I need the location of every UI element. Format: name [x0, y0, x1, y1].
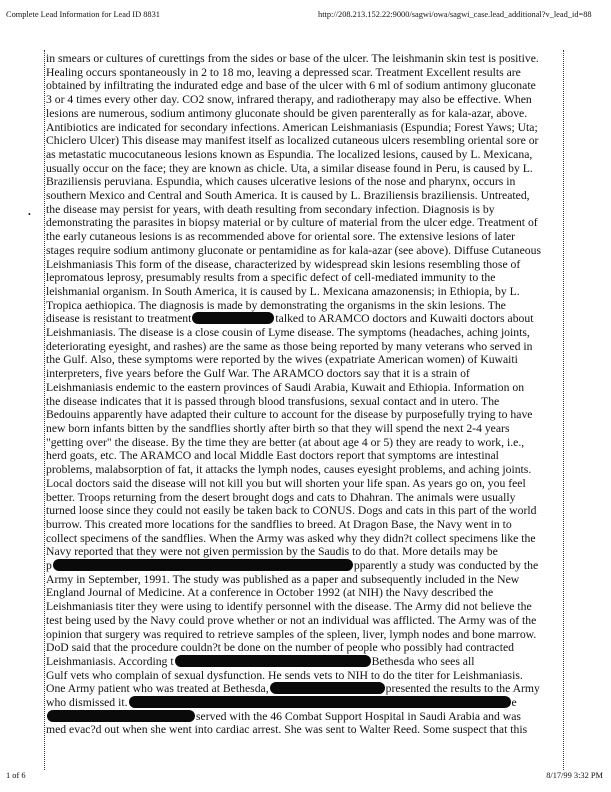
text-line-content: DoD said that the procedure couldn?t be done on the number of people who possibly had contracted [46, 641, 515, 655]
text-line [46, 422, 558, 436]
text-line [46, 134, 558, 148]
text-line-content: turned loose since they could not easily be taken back to CONUS. Dogs and cats in this part of the world [46, 504, 537, 518]
text-line [46, 258, 558, 272]
text-line [46, 641, 558, 655]
redaction-bar [175, 655, 371, 667]
text-line-content: opinion that surgery was required to retrieve samples of the spleen, liver, lymph nodes and bone marrow. [46, 627, 537, 641]
text-line [46, 628, 558, 642]
text-line [46, 203, 558, 217]
text-line [46, 285, 558, 299]
text-line-content: Leishmaniasis. According t [46, 654, 174, 668]
text-line-content: med evac?d out when she went into cardiac arrest. She was sent to Walter Reed. Some suspect that this [46, 723, 528, 737]
text-line [46, 189, 558, 203]
text-line [46, 93, 558, 107]
text-line [46, 504, 558, 518]
text-line-content: interpreters, five years before the Gulf War. The ARAMCO doctors say that it is a strain of [46, 367, 470, 381]
text-line [46, 230, 558, 244]
text-line-content: the early cutaneous lesions is as recommended above for oriental sore. The extensive lesions of later [46, 230, 516, 244]
text-line [46, 491, 558, 505]
text-line-content: 3 or 4 times every other day. CO2 snow, infrared therapy, and radiotherapy may also be effective. When [46, 93, 532, 107]
text-line-content: southern Mexico and Central and South America. It is caused by L. Braziliensis braziliensis. Untreated, [46, 189, 530, 203]
redaction-bar [192, 312, 274, 324]
text-line-content: usually occur on the face; they are known as chicle. Uta, a similar disease found in Peru, is caused by L. [46, 161, 533, 175]
page-number: 1 of 6 [6, 771, 26, 780]
text-line-content: obtained by infiltrating the indurated edge and base of the ulcer with 6 ml of sodium antimony gluconate [46, 79, 536, 93]
redaction-bar [129, 696, 511, 708]
text-line [46, 326, 558, 340]
print-header-url: http://208.213.152.22:9000/sagwi/owa/sagwi_case.lead_additional?v_lead_id=88 [318, 10, 592, 19]
text-line-content: the disease indicates that it is passed through blood transfusions, sexual contact and in utero. The [46, 394, 500, 408]
text-line [46, 449, 558, 463]
text-line [46, 52, 558, 66]
text-line [46, 408, 558, 422]
text-line-content: herd goats, etc. The ARAMCO and local Middle East doctors report that symptoms are intestinal [46, 449, 499, 463]
text-line [46, 271, 558, 285]
text-line [46, 723, 558, 737]
text-line [46, 299, 558, 313]
text-line [46, 532, 558, 546]
text-line [46, 710, 558, 724]
left-margin-rule [44, 50, 45, 770]
text-line [46, 477, 558, 491]
document-body [28, 50, 564, 770]
text-line [46, 107, 558, 121]
text-line [46, 586, 558, 600]
text-line-continuation: served with the 46 Combat Support Hospital in Saudi Arabia and was [196, 709, 521, 723]
text-line [46, 148, 558, 162]
text-line-content: Leishmaniasis titer they were using to identify personnel with the disease. The Army did not believe the [46, 600, 532, 614]
text-line-content: Chiclero Ulcer) This disease may manifest itself as localized cutaneous ulcers resembling oriental sore or [46, 134, 539, 148]
text-line-content: lepromatous leprosy, presumably results from a specific defect of cell-mediated immunity to the [46, 271, 496, 285]
text-line [46, 79, 558, 93]
text-line-content: Braziliensis peruviana. Espundia, which causes ulcerative lesions of the nose and pharynx, occurs in [46, 175, 516, 189]
text-line [46, 545, 558, 559]
text-line [46, 600, 558, 614]
text-line-content: Healing occurs spontaneously in 2 to 18 mo, leaving a depressed scar. Treatment Excellent results are [46, 65, 521, 79]
text-line [46, 573, 558, 587]
text-line [46, 381, 558, 395]
text-line-content: disease is resistant to treatment [46, 312, 192, 326]
text-line-content: new born infants bitten by the sandflies shortly after birth so that they will spend the next 2-4 years [46, 421, 510, 435]
text-line [46, 312, 558, 326]
text-line [46, 162, 558, 176]
lead-text-block [46, 52, 558, 764]
text-line-content: better. Troops returning from the desert brought dogs and cats to Dhahran. The animals were usually [46, 490, 516, 504]
text-line-content: Leishmaniasis endemic to the eastern provinces of Saudi Arabia, Kuwait and Ethiopia. Information on [46, 380, 525, 394]
text-line [46, 216, 558, 230]
redaction-bar [53, 559, 353, 571]
text-line [46, 436, 558, 450]
text-line [46, 518, 558, 532]
print-header-title: Complete Lead Information for Lead ID 8831 [6, 10, 160, 19]
stray-margin-mark: • [28, 210, 31, 219]
text-line [46, 463, 558, 477]
text-line-content: Gulf vets who complain of sexual dysfunction. He sends vets to NIH to do the titer for Leishmaniasis. [46, 668, 523, 682]
text-line-content: lesions are numerous, sodium antimony gluconate should be given parenterally as for kala-azar, above. [46, 106, 528, 120]
text-line-content: in smears or cultures of curettings from the sides or base of the ulcer. The leishmanin skin test is positive. [46, 52, 539, 65]
text-line [46, 66, 558, 80]
text-line-continuation: e [511, 696, 517, 710]
text-line [46, 655, 558, 669]
text-line-continuation: Bethesda who sees all [371, 654, 475, 668]
text-line-content: demonstrating the parasites in biopsy material or by culture of material from the ulcer edge. Treatment of [46, 216, 538, 230]
text-line [46, 395, 558, 409]
text-line-content: leishmanial organism. In South America, it is caused by L. Mexicana amazonensis; in Ethiopia, by L. [46, 284, 520, 298]
text-line [46, 121, 558, 135]
text-line-content: deteriorating eyesight, and rashes) are the same as those being reported by many veterans who served in [46, 339, 533, 353]
text-line [46, 682, 558, 696]
text-line-content: Bedouins apparently have adapted their culture to account for the disease by purposefully trying to have [46, 408, 533, 422]
text-line-content: Army in September, 1991. The study was published as a paper and subsequently included in the New [46, 572, 520, 586]
right-margin-rule [563, 50, 564, 770]
text-line-content: the disease may persist for years, with death resulting from secondary infection. Diagnosis is by [46, 202, 495, 216]
print-timestamp: 8/17/99 3:32 PM [546, 771, 603, 780]
redaction-bar [47, 710, 195, 722]
text-line-content: problems, malabsorption of fat, it attacks the lymph nodes, causes eyesight problems, and aching joints. [46, 463, 532, 477]
text-line-content: collect specimens of the sandflies. When the Army was asked why they didn?t collect specimens like the [46, 531, 536, 545]
text-line-content: Navy reported that they were not given permission by the Saudis to do that. More details may be [46, 545, 498, 559]
text-line-content: test being used by the Navy could prove whether or not an individual was afflicted. The Army was of the [46, 613, 537, 627]
text-line [46, 696, 558, 710]
text-line-content: p [46, 559, 52, 573]
text-line-content: Antibiotics are indicated for secondary infections. American Leishmaniasis (Espundia; Forest Yaws; Uta; [46, 120, 538, 134]
text-line-content: England Journal of Medicine. At a conference in October 1992 (at NIH) the Navy described the [46, 586, 494, 600]
text-line-continuation: pparently a study was conducted by the [353, 559, 539, 573]
text-line-content: burrow. This created more locations for the sandflies to breed. At Dragon Base, the Navy went in to [46, 517, 512, 531]
text-line-content: Local doctors said the disease will not kill you but will shorten your life span. As years go on, you feel [46, 476, 526, 490]
text-line-continuation: presented the results to the Army [385, 682, 540, 696]
redaction-bar [270, 682, 385, 694]
text-line-content: who dismissed it. [46, 696, 128, 710]
text-line-content: Leishmaniasis This form of the disease, characterized by widespread skin lesions resembling those of [46, 257, 521, 271]
text-line [46, 367, 558, 381]
text-line [46, 244, 558, 258]
text-line-content: "getting over" the disease. By the time they are better (at about age 4 or 5) they are ready to work, i.e., [46, 435, 525, 449]
text-line [46, 614, 558, 628]
text-line [46, 353, 558, 367]
text-line [46, 559, 558, 573]
text-line-content: Leishmaniasis. The disease is a close cousin of Lyme disease. The symptoms (headaches, aching joints, [46, 326, 530, 340]
text-line-content: One Army patient who was treated at Bethesda, [46, 682, 269, 696]
text-line-content: Tropica aethiopica. The diagnosis is made by demonstrating the organisms in the skin lesions. The [46, 298, 506, 312]
text-line-content: stages require sodium antimony gluconate or pentamidine as for kala-azar (see above). Diffuse Cutaneous [46, 243, 542, 257]
text-line [46, 340, 558, 354]
text-line [46, 175, 558, 189]
text-line-content: as metastatic mucocutaneous lesions known as Espundia. The localized lesions, caused by L. Mexicana, [46, 147, 533, 161]
text-line-content: the Gulf. Also, these symptoms were reported by the wives (expatriate American women) of Kuwaiti [46, 353, 518, 367]
text-line-continuation: talked to ARAMCO doctors and Kuwaiti doctors about [275, 312, 534, 326]
text-line [46, 669, 558, 683]
